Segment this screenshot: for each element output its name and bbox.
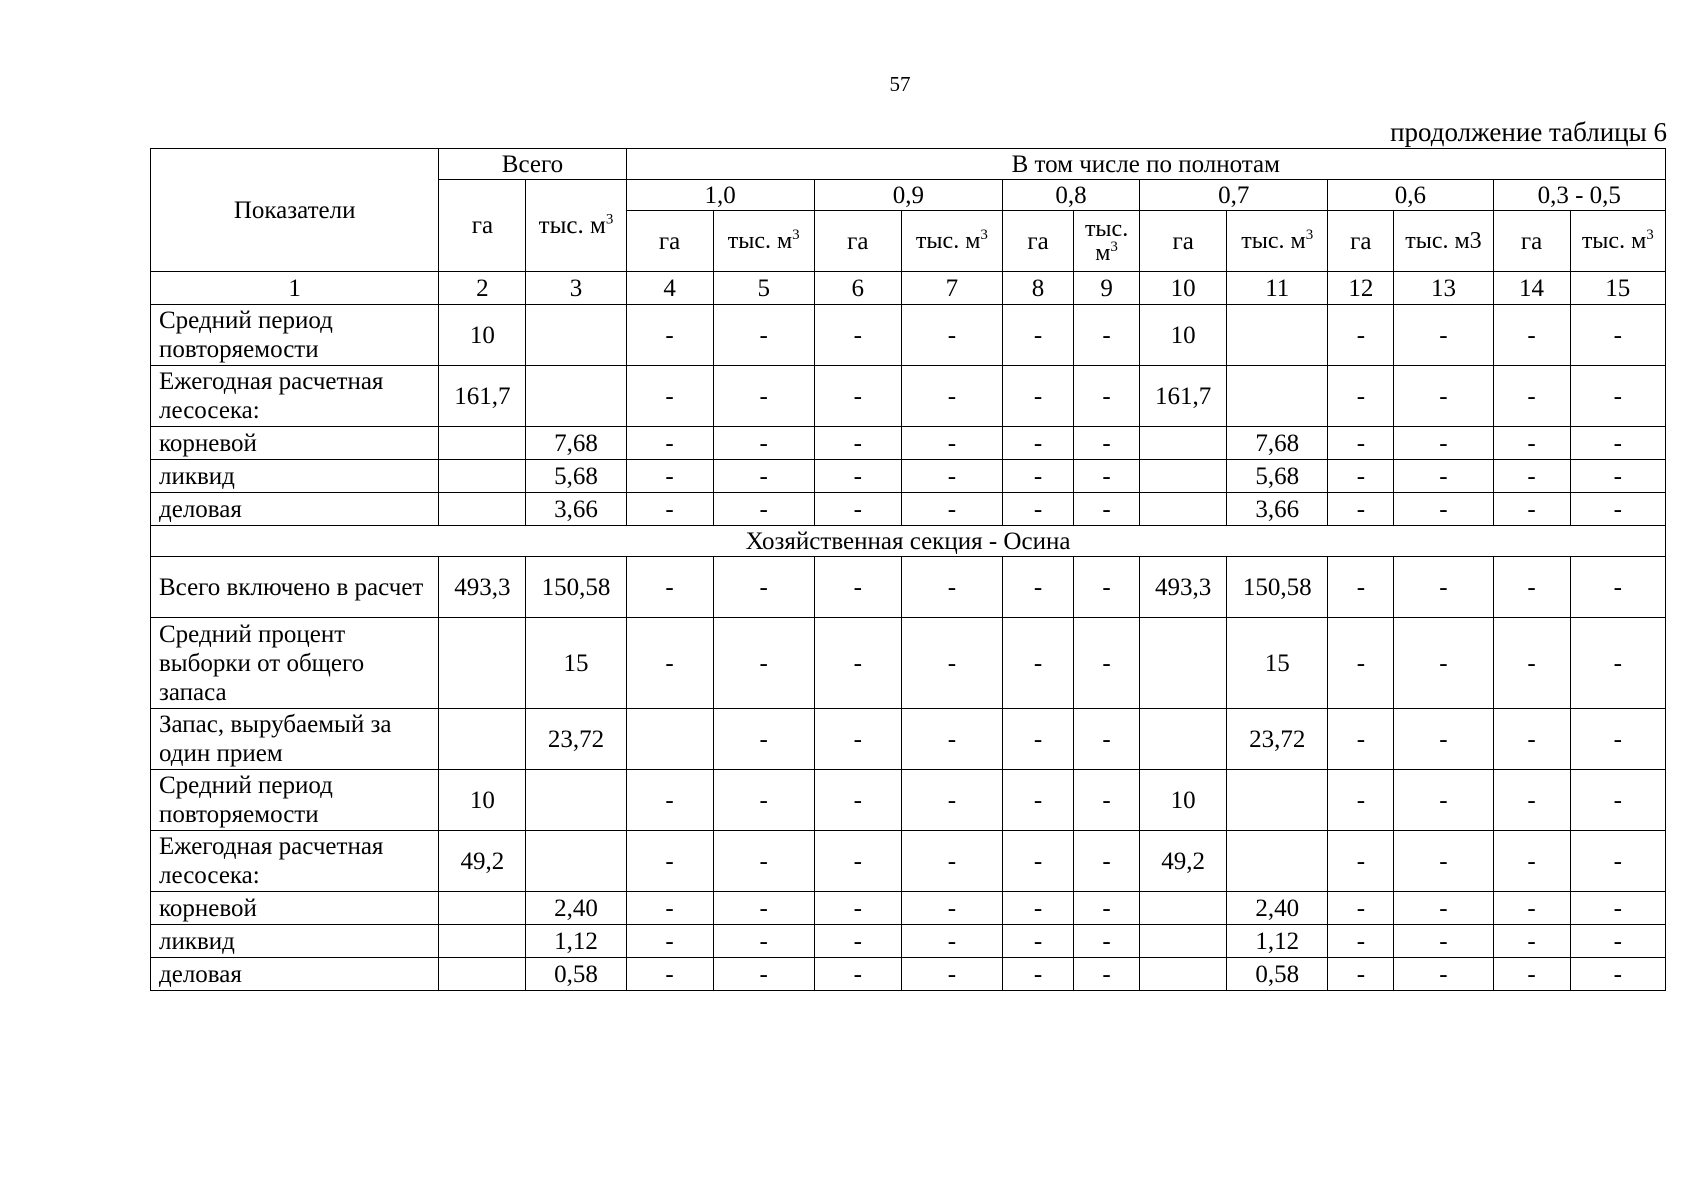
table-cell: 1,12	[1227, 925, 1328, 958]
table-cell: -	[1002, 493, 1073, 526]
table-cell: -	[626, 618, 713, 709]
row-label: Всего включено в расчет	[151, 557, 439, 618]
table-cell	[526, 831, 626, 892]
table-cell: -	[1074, 557, 1140, 618]
table-cell: -	[1328, 618, 1394, 709]
table-cell: -	[814, 709, 901, 770]
header-ha: га	[626, 211, 713, 272]
table-cell	[1227, 770, 1328, 831]
table-cell: -	[1328, 366, 1394, 427]
table-cell	[439, 892, 526, 925]
column-number: 3	[526, 272, 626, 305]
table-cell: 10	[439, 770, 526, 831]
table-cell: -	[1570, 618, 1665, 709]
table-cell: -	[901, 557, 1002, 618]
table-cell: -	[1394, 460, 1493, 493]
table-cell: -	[1328, 958, 1394, 991]
table-cell: 2,40	[526, 892, 626, 925]
table-cell: -	[713, 366, 814, 427]
table-cell: -	[901, 305, 1002, 366]
table-cell	[1227, 831, 1328, 892]
table-cell: -	[713, 958, 814, 991]
table-cell: -	[1328, 925, 1394, 958]
table-row	[151, 770, 1666, 831]
column-number: 2	[439, 272, 526, 305]
table-cell: -	[626, 925, 713, 958]
table-cell: -	[901, 925, 1002, 958]
row-label: Ежегодная расчетная лесосека:	[151, 366, 439, 427]
table-cell	[526, 305, 626, 366]
table-cell	[1140, 618, 1227, 709]
row-label: ликвид	[151, 460, 439, 493]
header-thous-m3: тыс. $м^3$	[1074, 211, 1140, 272]
table-cell: 23,72	[526, 709, 626, 770]
section-row	[151, 526, 1666, 557]
table-cell	[1140, 892, 1227, 925]
header-ha: га	[814, 211, 901, 272]
table-cell	[626, 709, 713, 770]
table-cell	[526, 366, 626, 427]
table-cell: -	[1074, 925, 1140, 958]
table-cell: 23,72	[1227, 709, 1328, 770]
table-cell: -	[1570, 831, 1665, 892]
table-row	[151, 366, 1666, 427]
table-cell: -	[1074, 831, 1140, 892]
header-thous-m3: тыс. $м^3$	[1227, 211, 1328, 272]
table-cell	[1140, 427, 1227, 460]
table-cell: -	[901, 427, 1002, 460]
table-cell: -	[1394, 427, 1493, 460]
table-cell: -	[1074, 493, 1140, 526]
row-label: Средний период повторяемости	[151, 770, 439, 831]
column-number: 12	[1328, 272, 1394, 305]
table-cell: -	[1570, 493, 1665, 526]
header-total-ha: га	[439, 180, 526, 272]
table-cell	[439, 493, 526, 526]
table-cell: -	[1074, 709, 1140, 770]
table-cell: -	[1074, 958, 1140, 991]
header-total-thous-m3: тыс. $м^3$	[526, 180, 626, 272]
header-thous-m3: тыс. м3	[1394, 211, 1493, 272]
table-cell: -	[814, 460, 901, 493]
table-cell: -	[1394, 493, 1493, 526]
table-cell: 15	[526, 618, 626, 709]
header-including-by-density: В том числе по полнотам	[626, 149, 1665, 180]
table-cell: -	[1570, 958, 1665, 991]
table-cell: 7,68	[526, 427, 626, 460]
table-cell: -	[1394, 925, 1493, 958]
table-cell: -	[626, 493, 713, 526]
header-thous-m3: тыс. $м^3$	[713, 211, 814, 272]
table-row	[151, 709, 1666, 770]
column-number: 11	[1227, 272, 1328, 305]
table-cell: -	[1493, 925, 1570, 958]
row-label: деловая	[151, 493, 439, 526]
table-cell: -	[814, 831, 901, 892]
table-cell: -	[713, 557, 814, 618]
table-row	[151, 831, 1666, 892]
table-cell: -	[1493, 770, 1570, 831]
header-density-0-9: 0,9	[814, 180, 1002, 211]
table-cell: 0,58	[1227, 958, 1328, 991]
row-label: корневой	[151, 427, 439, 460]
row-label: Средний процент выборки от общего запаса	[151, 618, 439, 709]
table-row	[151, 925, 1666, 958]
table-cell: 0,58	[526, 958, 626, 991]
header-density-0-7: 0,7	[1140, 180, 1328, 211]
table-cell: -	[901, 831, 1002, 892]
table-row	[151, 618, 1666, 709]
table-cell: -	[1002, 709, 1073, 770]
table-cell: -	[1002, 618, 1073, 709]
table-cell: -	[1394, 366, 1493, 427]
table-cell: 49,2	[439, 831, 526, 892]
table-cell: 493,3	[439, 557, 526, 618]
column-number: 8	[1002, 272, 1073, 305]
table-cell: -	[1328, 493, 1394, 526]
table-cell: -	[901, 493, 1002, 526]
table-cell: 161,7	[1140, 366, 1227, 427]
table-cell: -	[626, 366, 713, 427]
table-cell: -	[814, 427, 901, 460]
table-cell: -	[814, 958, 901, 991]
table-cell: -	[1570, 305, 1665, 366]
table-cell	[1140, 709, 1227, 770]
table-cell: 3,66	[1227, 493, 1328, 526]
table-cell: -	[1493, 366, 1570, 427]
table-cell	[1140, 493, 1227, 526]
table-cell: -	[1570, 925, 1665, 958]
table-cell: -	[626, 557, 713, 618]
table-cell: -	[814, 770, 901, 831]
table-cell: -	[901, 618, 1002, 709]
table-cell: -	[1002, 427, 1073, 460]
header-density-0-3-0-5: 0,3 - 0,5	[1493, 180, 1666, 211]
table-cell: 10	[1140, 770, 1227, 831]
table-cell: -	[1002, 958, 1073, 991]
row-label: ликвид	[151, 925, 439, 958]
table-cell: -	[1328, 709, 1394, 770]
table-cell: -	[1002, 831, 1073, 892]
table-cell: -	[1493, 892, 1570, 925]
table-cell: 49,2	[1140, 831, 1227, 892]
table-row	[151, 892, 1666, 925]
table-cell: -	[1002, 366, 1073, 427]
table-row	[151, 557, 1666, 618]
table-cell	[439, 958, 526, 991]
table-cell: -	[1328, 427, 1394, 460]
table-cell: 493,3	[1140, 557, 1227, 618]
header-ha: га	[1493, 211, 1570, 272]
table-continuation-caption: продолжение таблицы 6	[1390, 117, 1667, 147]
table-cell: -	[901, 892, 1002, 925]
table-cell: -	[626, 831, 713, 892]
row-label: корневой	[151, 892, 439, 925]
table-cell: -	[1002, 770, 1073, 831]
table-cell: -	[1493, 305, 1570, 366]
table-cell: -	[1394, 892, 1493, 925]
table-cell: 2,40	[1227, 892, 1328, 925]
table-cell: 161,7	[439, 366, 526, 427]
table-cell: 150,58	[1227, 557, 1328, 618]
table-cell	[526, 770, 626, 831]
header-density-1-0: 1,0	[626, 180, 814, 211]
table-cell	[439, 427, 526, 460]
table-cell: -	[901, 958, 1002, 991]
table-cell: -	[713, 493, 814, 526]
table-cell: -	[713, 305, 814, 366]
table-row	[151, 427, 1666, 460]
table-cell: -	[1570, 709, 1665, 770]
table-cell: -	[626, 460, 713, 493]
table-cell	[1140, 925, 1227, 958]
header-ha: га	[1002, 211, 1073, 272]
table-cell: -	[713, 709, 814, 770]
data-table	[150, 148, 1666, 991]
table-cell: 10	[439, 305, 526, 366]
table-cell: -	[814, 557, 901, 618]
table-cell: -	[626, 427, 713, 460]
table-cell: -	[1074, 618, 1140, 709]
table-cell	[1140, 958, 1227, 991]
page-number: 57	[889, 72, 911, 96]
table-cell: -	[1074, 460, 1140, 493]
table-cell: -	[1493, 493, 1570, 526]
table-cell	[439, 925, 526, 958]
column-number: 1	[151, 272, 439, 305]
table-cell: -	[1328, 770, 1394, 831]
table-cell: -	[1002, 460, 1073, 493]
column-number-row	[151, 272, 1666, 305]
header-thous-m3: тыс. $м^3$	[1570, 211, 1665, 272]
table-cell: -	[901, 770, 1002, 831]
table-cell: -	[1570, 366, 1665, 427]
table-cell: -	[814, 305, 901, 366]
header-ha: га	[1328, 211, 1394, 272]
table-cell	[439, 460, 526, 493]
table-cell: -	[1493, 460, 1570, 493]
table-cell: -	[713, 618, 814, 709]
table-cell: -	[1328, 892, 1394, 925]
table-cell	[439, 618, 526, 709]
column-number: 14	[1493, 272, 1570, 305]
table-cell: -	[1074, 892, 1140, 925]
table-cell: -	[901, 366, 1002, 427]
table-cell: -	[626, 305, 713, 366]
table-cell: -	[1493, 709, 1570, 770]
table-row	[151, 460, 1666, 493]
table-cell: -	[1493, 557, 1570, 618]
table-cell: -	[901, 460, 1002, 493]
table-cell: -	[1394, 557, 1493, 618]
column-number: 4	[626, 272, 713, 305]
table-cell: -	[1074, 427, 1140, 460]
row-label: Запас, вырубаемый за один прием	[151, 709, 439, 770]
table-cell	[1140, 460, 1227, 493]
column-number: 9	[1074, 272, 1140, 305]
row-label: Ежегодная расчетная лесосека:	[151, 831, 439, 892]
table-cell: -	[1493, 618, 1570, 709]
table-cell: -	[1002, 305, 1073, 366]
table-cell	[439, 709, 526, 770]
table-cell: 15	[1227, 618, 1328, 709]
table-cell: -	[713, 460, 814, 493]
table-cell: -	[814, 493, 901, 526]
table-cell: -	[1074, 305, 1140, 366]
table-row	[151, 305, 1666, 366]
table-cell: 5,68	[526, 460, 626, 493]
header-density-0-8: 0,8	[1002, 180, 1139, 211]
table-cell: -	[1570, 427, 1665, 460]
column-number: 6	[814, 272, 901, 305]
table-cell: -	[1328, 460, 1394, 493]
table-cell: -	[713, 770, 814, 831]
table-cell: -	[1394, 831, 1493, 892]
table-cell: -	[1002, 892, 1073, 925]
table-cell: -	[1074, 366, 1140, 427]
table-cell: -	[713, 925, 814, 958]
table-cell: 3,66	[526, 493, 626, 526]
table-cell: -	[626, 770, 713, 831]
table-cell: -	[1394, 770, 1493, 831]
row-label: деловая	[151, 958, 439, 991]
table-cell: -	[814, 892, 901, 925]
table-cell: -	[1493, 427, 1570, 460]
header-indicators: Показатели	[151, 149, 439, 272]
table-cell: -	[626, 958, 713, 991]
table-row	[151, 958, 1666, 991]
table-cell: 5,68	[1227, 460, 1328, 493]
header-ha: га	[1140, 211, 1227, 272]
table-cell: -	[1394, 618, 1493, 709]
table-cell: -	[814, 366, 901, 427]
table-cell: -	[713, 892, 814, 925]
table-cell: -	[713, 831, 814, 892]
table-cell: -	[1570, 892, 1665, 925]
table-cell: -	[626, 892, 713, 925]
table-cell: -	[1394, 709, 1493, 770]
table-cell: 10	[1140, 305, 1227, 366]
table-cell: -	[814, 618, 901, 709]
header-density-0-6: 0,6	[1328, 180, 1493, 211]
table-cell	[1227, 305, 1328, 366]
table-cell: -	[1074, 770, 1140, 831]
table-cell: -	[1328, 557, 1394, 618]
table-cell: -	[1570, 460, 1665, 493]
column-number: 5	[713, 272, 814, 305]
table-body	[151, 272, 1666, 991]
table-cell: -	[713, 427, 814, 460]
table-cell: -	[1394, 305, 1493, 366]
table-cell: -	[1002, 557, 1073, 618]
table-cell: -	[1002, 925, 1073, 958]
column-number: 13	[1394, 272, 1493, 305]
table-cell	[1227, 366, 1328, 427]
header-total: Всего	[439, 149, 626, 180]
table-cell: -	[1328, 305, 1394, 366]
header-thous-m3: тыс. $м^3$	[901, 211, 1002, 272]
table-cell: -	[1493, 831, 1570, 892]
table-cell: -	[1570, 557, 1665, 618]
table-cell: -	[1394, 958, 1493, 991]
table-cell: 150,58	[526, 557, 626, 618]
column-number: 15	[1570, 272, 1665, 305]
column-number: 10	[1140, 272, 1227, 305]
column-number: 7	[901, 272, 1002, 305]
section-title: Хозяйственная секция - Осина	[151, 526, 1666, 557]
table-row	[151, 493, 1666, 526]
table-cell: -	[901, 709, 1002, 770]
table-cell: 1,12	[526, 925, 626, 958]
table-cell: -	[1328, 831, 1394, 892]
row-label: Средний период повторяемости	[151, 305, 439, 366]
table-cell: -	[814, 925, 901, 958]
table-cell: -	[1570, 770, 1665, 831]
table-cell: -	[1493, 958, 1570, 991]
table-cell: 7,68	[1227, 427, 1328, 460]
